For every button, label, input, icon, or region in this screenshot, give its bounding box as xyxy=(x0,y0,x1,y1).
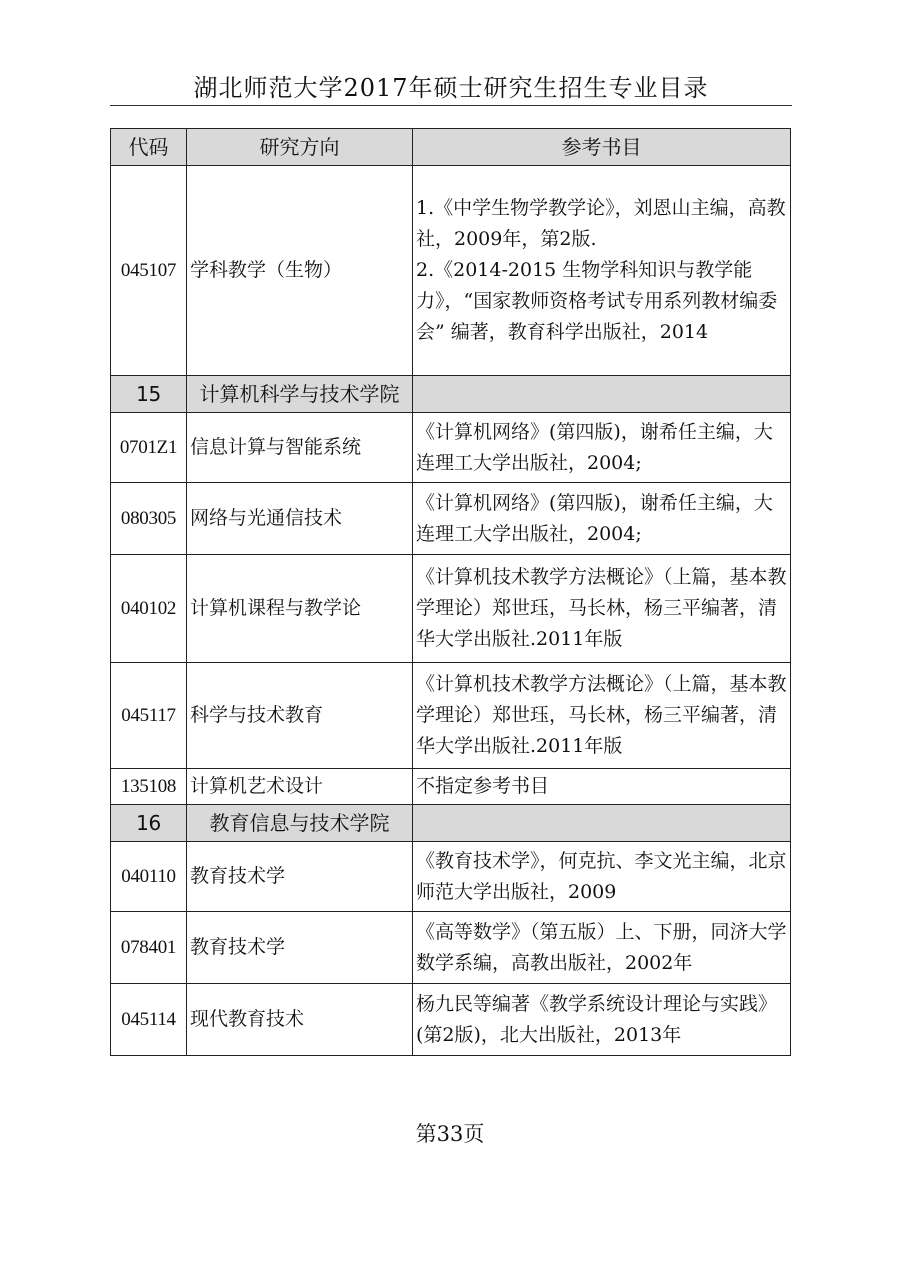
cell-code: 045107 xyxy=(111,166,187,376)
book-entry: 1.《中学生物学教学论》，刘恩山主编，高教社，2009年，第2版. xyxy=(416,197,786,250)
cell-books: 不指定参考书目 xyxy=(413,769,791,805)
cell-books: 《计算机网络》(第四版)，谢希任主编，大连理工大学出版社，2004; xyxy=(413,413,791,483)
catalog-table xyxy=(110,128,791,1056)
section-books xyxy=(413,376,791,413)
cell-direction: 信息计算与智能系统 xyxy=(187,413,413,483)
cell-code: 040102 xyxy=(111,555,187,663)
title-divider xyxy=(110,105,792,106)
table-row xyxy=(111,483,791,555)
cell-books: 《高等数学》（第五版）上、下册，同济大学数学系编，高教出版社，2002年 xyxy=(413,912,791,984)
page-number: 第33页 xyxy=(415,1122,485,1146)
cell-code: 0701Z1 xyxy=(111,413,187,483)
section-code: 16 xyxy=(111,805,187,842)
column-header-direction: 研究方向 xyxy=(187,129,413,166)
section-row xyxy=(111,805,791,842)
table-header-row xyxy=(111,129,791,166)
book-entry: 2.《2014-2015 生物学科知识与教学能力》，“国家教师资格考试专用系列教材编委会” 编著，教育科学出版社，2014 xyxy=(416,259,778,343)
cell-books: 《计算机技术教学方法概论》（上篇，基本教学理论）郑世珏，马长林，杨三平编著，清华大学出版社.2011年版 xyxy=(413,663,791,769)
cell-direction: 计算机艺术设计 xyxy=(187,769,413,805)
table-row xyxy=(111,166,791,376)
cell-books xyxy=(413,166,791,376)
table-row xyxy=(111,912,791,984)
cell-code: 040110 xyxy=(111,842,187,912)
cell-direction: 网络与光通信技术 xyxy=(187,483,413,555)
cell-direction: 学科教学（生物） xyxy=(187,166,413,376)
table-row xyxy=(111,769,791,805)
cell-books: 《计算机网络》(第四版)，谢希任主编，大连理工大学出版社，2004; xyxy=(413,483,791,555)
cell-books: 杨九民等编著《教学系统设计理论与实践》(第2版)，北大出版社，2013年 xyxy=(413,984,791,1056)
table-row xyxy=(111,663,791,769)
section-books xyxy=(413,805,791,842)
cell-direction: 计算机课程与教学论 xyxy=(187,555,413,663)
section-title: 计算机科学与技术学院 xyxy=(187,376,413,413)
cell-code: 045117 xyxy=(111,663,187,769)
cell-code: 080305 xyxy=(111,483,187,555)
page-title: 湖北师范大学2017年硕士研究生招生专业目录 xyxy=(193,74,709,102)
table-row xyxy=(111,413,791,483)
table-row xyxy=(111,984,791,1056)
cell-direction: 教育技术学 xyxy=(187,912,413,984)
cell-code: 135108 xyxy=(111,769,187,805)
cell-direction: 教育技术学 xyxy=(187,842,413,912)
cell-code: 045114 xyxy=(111,984,187,1056)
table-row xyxy=(111,842,791,912)
section-code: 15 xyxy=(111,376,187,413)
column-header-code: 代码 xyxy=(111,129,187,166)
cell-code: 078401 xyxy=(111,912,187,984)
section-row xyxy=(111,376,791,413)
cell-direction: 科学与技术教育 xyxy=(187,663,413,769)
cell-books: 《教育技术学》，何克抗、李文光主编，北京师范大学出版社，2009 xyxy=(413,842,791,912)
column-header-books: 参考书目 xyxy=(413,129,791,166)
cell-direction: 现代教育技术 xyxy=(187,984,413,1056)
cell-books: 《计算机技术教学方法概论》（上篇，基本教学理论）郑世珏，马长林，杨三平编著，清华大学出版社.2011年版 xyxy=(413,555,791,663)
section-title: 教育信息与技术学院 xyxy=(187,805,413,842)
table-row xyxy=(111,555,791,663)
